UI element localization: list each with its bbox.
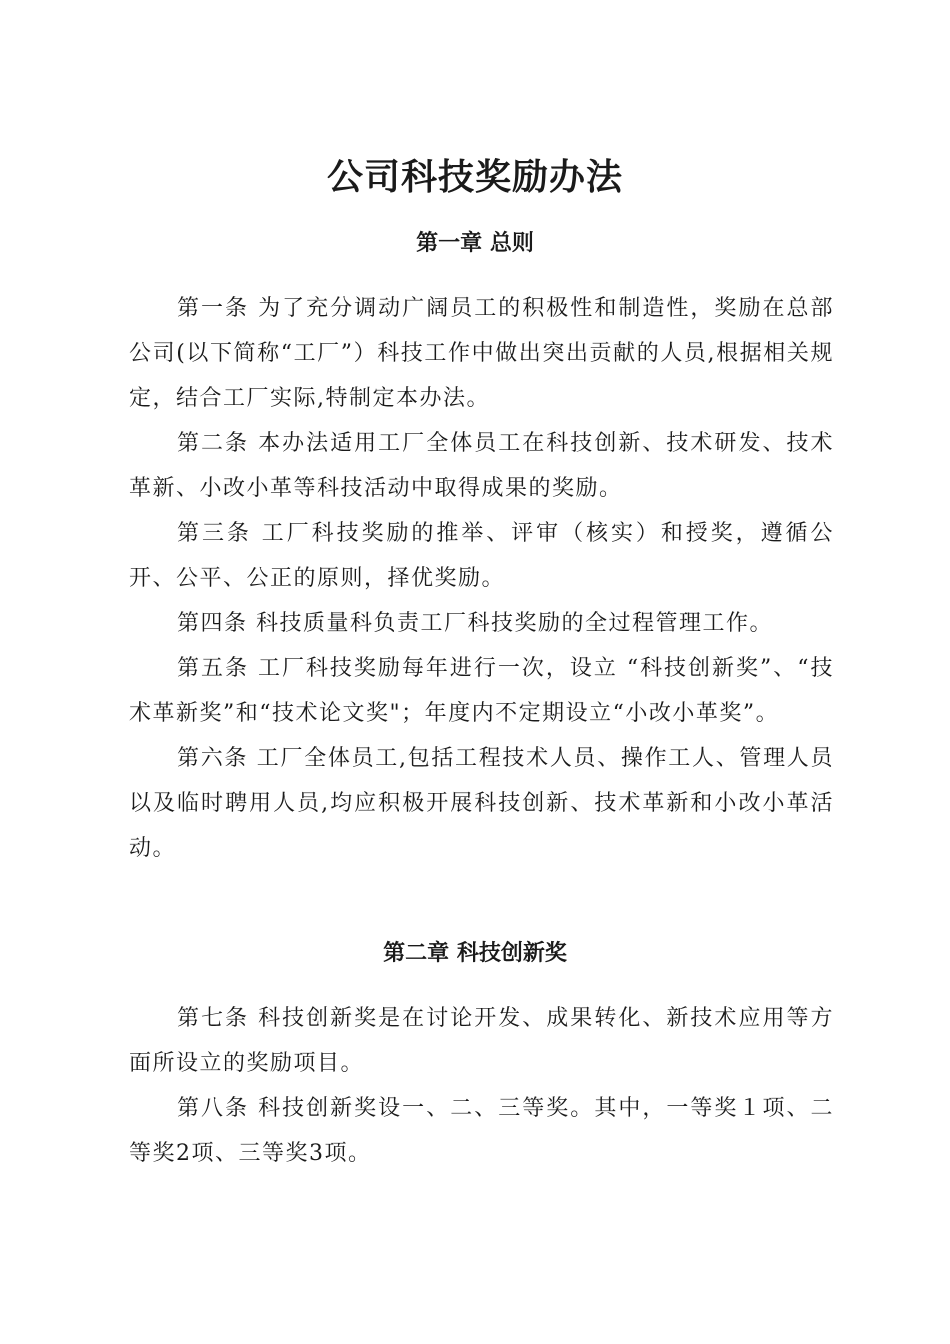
article-1: 第一条 为了充分调动广阔员工的积极性和制造性，奖励在总部公司(以下简称“工厂”）科技工作中做出突出贡献的人员,根据相关规定，结合工厂实际,特制定本办法。 xyxy=(129,296,834,411)
article-7: 第七条 科技创新奖是在讨论开发、成果转化、新技术应用等方面所设立的奖励项目。 xyxy=(129,1006,834,1076)
article-3: 第三条 工厂科技奖励的推举、评审（核实）和授奖，遵循公开、公平、公正的原则，择优奖励。 xyxy=(129,521,834,591)
article-8: 第八条 科技创新奖设一、二、三等奖。其中，一等奖１项、二等奖2项、三等奖3项。 xyxy=(129,1096,834,1166)
article-5: 第五条 工厂科技奖励每年进行一次，设立 “科技创新奖”、“技术革新奖”和“技术论文奖"；年度内不定期设立“小改小革奖”。 xyxy=(129,656,834,726)
article-2: 第二条 本办法适用工厂全体员工在科技创新、技术研发、技术革新、小改小革等科技活动中取得成果的奖励。 xyxy=(129,431,834,501)
chapter-heading-1: 第一章 总则 xyxy=(416,231,534,256)
article-6: 第六条 工厂全体员工,包括工程技术人员、操作工人、管理人员以及临时聘用人员,均应积极开展科技创新、技术革新和小改小革活动。 xyxy=(129,746,834,861)
chapter-heading-2: 第二章 科技创新奖 xyxy=(383,941,567,966)
article-4: 第四条 科技质量科负责工厂科技奖励的全过程管理工作。 xyxy=(177,611,773,636)
chapter-1-body xyxy=(129,286,834,871)
chapter-2-body xyxy=(129,996,834,1176)
document-title: 公司科技奖励办法 xyxy=(326,156,623,198)
